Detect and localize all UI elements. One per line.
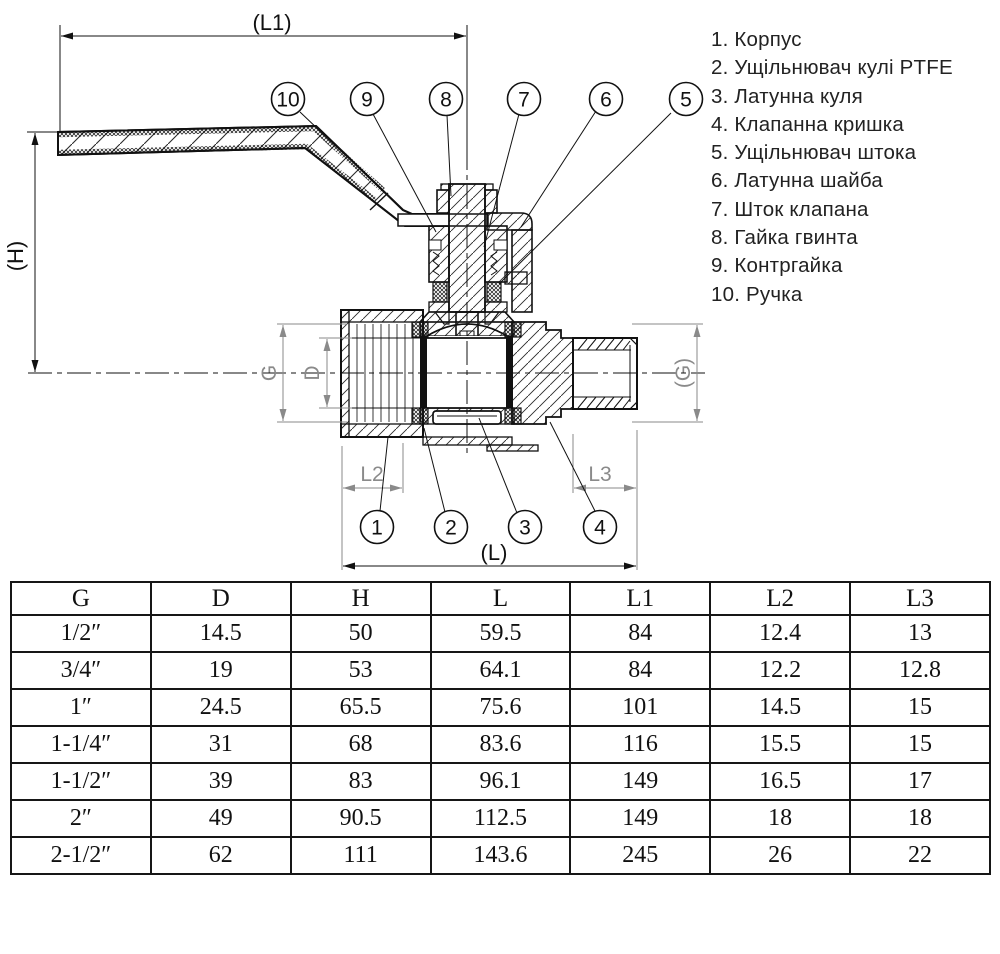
cell: 22 (850, 837, 990, 874)
svg-text:2: 2 (445, 516, 457, 540)
cell: 65.5 (291, 689, 431, 726)
cell: 2-1/2″ (11, 837, 151, 874)
cell: 1-1/4″ (11, 726, 151, 763)
callout-4 (584, 511, 617, 544)
valve-body (341, 310, 637, 451)
legend-item-6: 6. Латунна шайба (711, 169, 883, 193)
cell: 68 (291, 726, 431, 763)
svg-text:4: 4 (594, 516, 606, 540)
col-header-h: H (291, 582, 431, 615)
dim-label-l1: (L1) (252, 10, 292, 35)
cell: 14.5 (710, 689, 850, 726)
cell: 84 (570, 652, 710, 689)
callout-5 (670, 83, 703, 116)
callout-6 (590, 83, 623, 116)
table-row (11, 763, 990, 800)
callout-3 (509, 511, 542, 544)
callout-1 (361, 511, 394, 544)
leader-3 (479, 418, 517, 513)
svg-text:7: 7 (518, 88, 530, 112)
ptfe-seat-br (505, 408, 521, 424)
cell: 1-1/2″ (11, 763, 151, 800)
legend-item-5: 5. Ущільнювач штока (711, 141, 917, 165)
cell: 245 (570, 837, 710, 874)
cell: 3/4″ (11, 652, 151, 689)
cell: 90.5 (291, 800, 431, 837)
col-header-l2: L2 (710, 582, 850, 615)
ptfe-seat-tl (412, 322, 428, 337)
dim-label-l2: L2 (360, 463, 384, 486)
cell: 84 (570, 615, 710, 652)
cell: 26 (710, 837, 850, 874)
svg-text:1: 1 (371, 516, 383, 540)
cell: 12.4 (710, 615, 850, 652)
col-header-l1: L1 (570, 582, 710, 615)
cell: 15 (850, 726, 990, 763)
ptfe-seat-bl (412, 408, 428, 424)
cell: 101 (570, 689, 710, 726)
cell: 96.1 (431, 763, 571, 800)
cell: 75.6 (431, 689, 571, 726)
callout-8 (430, 83, 463, 116)
dimensions-table (10, 581, 991, 875)
gland-right (485, 226, 507, 282)
cell: 49 (151, 800, 291, 837)
cell: 15 (850, 689, 990, 726)
table-row (11, 689, 990, 726)
stem-seal-right (487, 282, 501, 302)
cell: 39 (151, 763, 291, 800)
cell: 2″ (11, 800, 151, 837)
callout-9 (351, 83, 384, 116)
svg-text:8: 8 (440, 88, 452, 112)
leader-6 (521, 111, 596, 227)
legend-item-9: 9. Контргайка (711, 254, 843, 278)
leader-5 (499, 113, 671, 284)
svg-text:5: 5 (680, 88, 692, 112)
parts-legend (711, 26, 953, 309)
cell: 15.5 (710, 726, 850, 763)
side-bracket (512, 230, 532, 312)
cell: 59.5 (431, 615, 571, 652)
legend-item-8: 8. Гайка гвинта (711, 226, 858, 250)
cell: 12.8 (850, 652, 990, 689)
cell: 1/2″ (11, 615, 151, 652)
cell: 1″ (11, 689, 151, 726)
svg-text:3: 3 (519, 516, 531, 540)
cell: 17 (850, 763, 990, 800)
cell: 62 (151, 837, 291, 874)
col-header-d: D (151, 582, 291, 615)
cell: 14.5 (151, 615, 291, 652)
table-row (11, 837, 990, 874)
cell: 83.6 (431, 726, 571, 763)
dim-label-g-left: G (258, 364, 281, 382)
svg-text:6: 6 (600, 88, 612, 112)
cell: 64.1 (431, 652, 571, 689)
handle-lever (55, 118, 447, 230)
callout-2 (435, 511, 468, 544)
cell: 149 (570, 763, 710, 800)
callout-10 (272, 83, 305, 116)
table-header-row (11, 582, 990, 615)
legend-item-7: 7. Шток клапана (711, 197, 869, 221)
legend-item-3: 3. Латунна куля (711, 84, 863, 108)
svg-text:10: 10 (276, 88, 300, 112)
cell: 12.2 (710, 652, 850, 689)
cell: 112.5 (431, 800, 571, 837)
ptfe-seat-tr (505, 322, 521, 337)
dim-label-h: (H) (3, 240, 28, 272)
cell: 24.5 (151, 689, 291, 726)
cell: 143.6 (431, 837, 571, 874)
dim-label-l: (L) (480, 540, 508, 565)
cell: 31 (151, 726, 291, 763)
black-dimensions (27, 25, 636, 566)
dim-label-g-right: (G) (672, 357, 695, 389)
stem-nut (437, 190, 449, 213)
cell: 50 (291, 615, 431, 652)
dim-label-l3: L3 (588, 463, 612, 486)
legend-item-4: 4. Клапанна кришка (711, 112, 905, 136)
col-header-g: G (11, 582, 151, 615)
cell: 53 (291, 652, 431, 689)
cell: 18 (710, 800, 850, 837)
table-row (11, 652, 990, 689)
svg-text:9: 9 (361, 88, 373, 112)
legend-item-10: 10. Ручка (711, 282, 803, 306)
dim-label-d: D (301, 365, 324, 381)
stem-seal-left (433, 282, 447, 302)
cell: 149 (570, 800, 710, 837)
cell: 13 (850, 615, 990, 652)
cell: 83 (291, 763, 431, 800)
table-row (11, 615, 990, 652)
cell: 16.5 (710, 763, 850, 800)
gland-left (429, 226, 449, 282)
cell: 111 (291, 837, 431, 874)
callout-7 (508, 83, 541, 116)
table-row (11, 726, 990, 763)
legend-item-2: 2. Ущільнювач кулі PTFE (711, 56, 953, 80)
cell: 19 (151, 652, 291, 689)
col-header-l: L (431, 582, 571, 615)
cell: 116 (570, 726, 710, 763)
col-header-l3: L3 (850, 582, 990, 615)
cell: 18 (850, 800, 990, 837)
legend-item-1: 1. Корпус (711, 28, 802, 51)
table-row (11, 800, 990, 837)
